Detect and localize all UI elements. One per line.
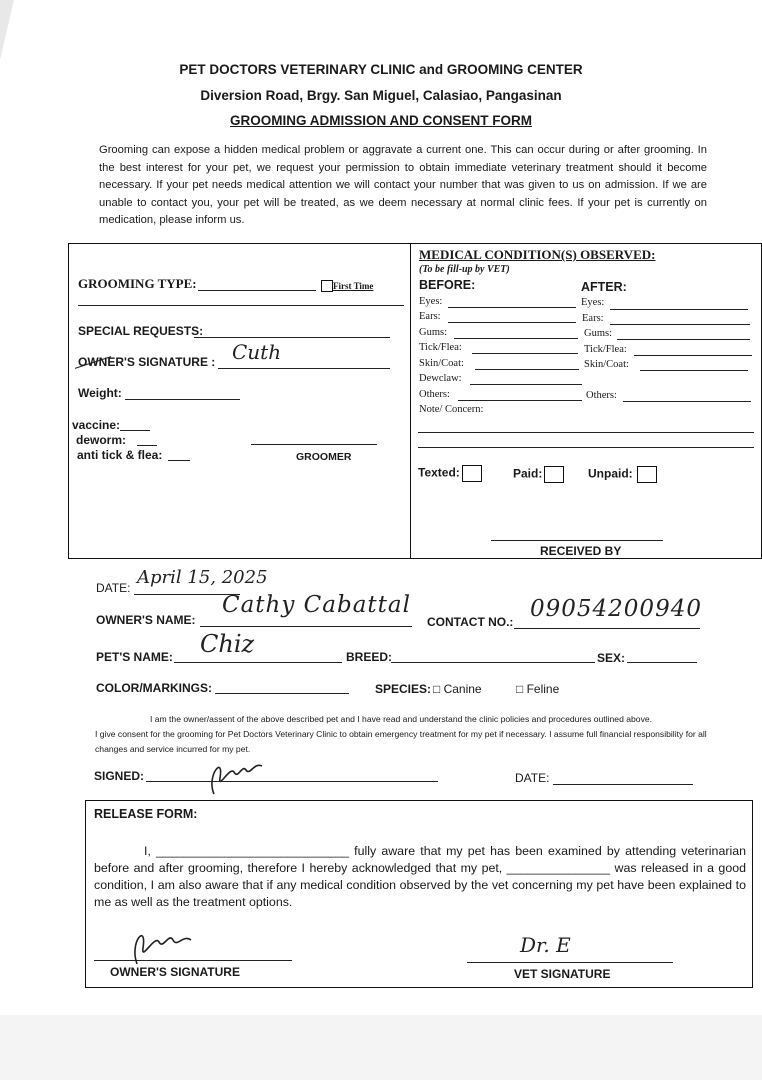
note-concern-label: Note/ Concern:: [419, 404, 484, 415]
species-label: SPECIES:: [375, 682, 432, 696]
after-others-label: Others:: [586, 390, 617, 401]
before-gums-label: Gums:: [419, 327, 448, 338]
after-others-field[interactable]: [623, 401, 751, 402]
before-dewclaw-label: Dewclaw:: [419, 373, 462, 384]
unpaid-checkbox[interactable]: [637, 466, 657, 483]
signed-label: SIGNED:: [94, 769, 145, 783]
note-line-2[interactable]: [418, 447, 754, 448]
received-by-label: RECEIVED BY: [540, 544, 622, 558]
pet-name-handwritten: Chiz: [200, 630, 255, 658]
before-ears-field[interactable]: [448, 322, 576, 323]
consent-line-1: I am the owner/assent of the above described pet and I have read and understand the clinic policies and procedures outlined above.: [149, 714, 653, 724]
owner-signature-drawing: [125, 918, 197, 968]
before-gums-field[interactable]: [454, 338, 578, 339]
note-line-1[interactable]: [418, 432, 754, 433]
vet-signature-handwritten: Dr. E: [520, 933, 571, 957]
deworm-label: deworm:: [76, 433, 127, 447]
scan-bottom-margin: [0, 1015, 762, 1080]
grooming-type-field[interactable]: [198, 290, 316, 291]
after-heading: AFTER:: [581, 280, 627, 294]
clinic-address: Diversion Road, Brgy. San Miguel, Calasiao, Pangasinan: [200, 88, 562, 103]
deworm-field[interactable]: [137, 445, 157, 446]
breed-field[interactable]: [391, 662, 595, 663]
pet-name-label: PET'S NAME:: [96, 650, 173, 664]
paid-checkbox[interactable]: [544, 466, 564, 483]
after-eyes-label: Eyes:: [581, 297, 605, 308]
after-eyes-field[interactable]: [610, 309, 748, 310]
grooming-type-line-2[interactable]: [78, 305, 404, 306]
signed-signature-drawing: [200, 746, 270, 798]
signed-field[interactable]: [146, 781, 438, 782]
date-handwritten: April 15, 2025: [137, 567, 268, 588]
groomer-signature-line[interactable]: [251, 444, 377, 445]
special-requests-label: SPECIAL REQUESTS:: [78, 324, 204, 338]
release-title: RELEASE FORM:: [94, 807, 198, 821]
consent-line-2: I give consent for the grooming for Pet Doctors Veterinary Clinic to obtain emergency treatment for my pet if necessary. I assume full financial responsibility for all changes and service incurred for my pet.: [95, 729, 707, 754]
intro-paragraph: Grooming can expose a hidden medical problem or aggravate a current one. This can occur during or after grooming. In the best interest for your pet, we request your permission to obtain immediate veterinary treatment should it become necessary. If your pet needs medical attention we will contact your number that was given to us on admission. If we are unable to contact you, your pet will be treated, as we deem necessary at normal clinic fees. If your pet is currently on medication, please inform us.: [99, 144, 707, 226]
after-gums-field[interactable]: [617, 339, 750, 340]
release-body: I, ____________________________ fully aware that my pet has been examined by attending veterinarian before and after grooming, therefore I hereby acknowledged that my pet, _______________ was released in a good condition, I am also aware that if any medical condition observed by the vet concerning my pet have been explained to me as well as the treatment options.: [94, 844, 746, 909]
texted-label: [418, 465, 482, 482]
color-markings-field[interactable]: [215, 693, 349, 694]
texted-checkbox[interactable]: [462, 465, 482, 482]
texted-text: Texted:: [418, 465, 460, 480]
before-skincoat-label: Skin/Coat:: [419, 358, 464, 369]
anti-tick-label: anti tick & flea:: [77, 448, 163, 462]
before-ears-label: Ears:: [419, 311, 441, 322]
before-skincoat-field[interactable]: [475, 369, 579, 370]
after-skincoat-field[interactable]: [640, 370, 748, 371]
weight-label: Weight:: [78, 386, 122, 400]
before-eyes-label: Eyes:: [419, 296, 443, 307]
medical-condition-title: MEDICAL CONDITION(S) OBSERVED:: [419, 247, 656, 262]
date-label: DATE:: [96, 581, 131, 595]
canine-option[interactable]: □ Canine: [433, 682, 482, 696]
first-time-checkbox[interactable]: [321, 280, 333, 292]
form-title: GROOMING ADMISSION AND CONSENT FORM: [230, 113, 532, 128]
vet-sig-line[interactable]: [467, 962, 673, 963]
owner-name-field[interactable]: [200, 626, 412, 627]
before-dewclaw-field[interactable]: [470, 384, 582, 385]
breed-label: BREED:: [346, 650, 393, 664]
contact-handwritten: 09054200940: [530, 596, 702, 622]
owner-signature-label: OWNER'S SIGNATURE :: [78, 355, 216, 369]
before-others-field[interactable]: [458, 400, 582, 401]
medical-condition-subtitle: (To be fill-up by VET): [419, 264, 510, 275]
weight-field[interactable]: [125, 399, 240, 400]
grooming-type-label: GROOMING TYPE:: [78, 276, 197, 291]
vaccine-field[interactable]: [120, 430, 150, 431]
color-markings-label: COLOR/MARKINGS:: [96, 681, 212, 695]
vaccine-label: vaccine:: [72, 418, 121, 432]
special-requests-field[interactable]: [194, 337, 390, 338]
vet-signature-label: VET SIGNATURE: [514, 967, 611, 981]
paid-text: Paid:: [513, 466, 543, 481]
box-divider: [410, 243, 411, 559]
paid-label: [513, 466, 564, 483]
clinic-name: PET DOCTORS VETERINARY CLINIC and GROOMING CENTER: [179, 62, 583, 77]
sex-field[interactable]: [627, 662, 697, 663]
contact-field[interactable]: [514, 628, 700, 629]
before-others-label: Others:: [419, 389, 450, 400]
owner-signature-handwritten: Cuth: [232, 340, 282, 364]
before-tickflea-label: Tick/Flea:: [419, 342, 462, 353]
owner-signature-field[interactable]: [218, 368, 390, 369]
unpaid-text: Unpaid:: [588, 466, 633, 481]
page-fold-corner: [0, 0, 14, 60]
owner-signature-release-label: OWNER'S SIGNATURE: [110, 965, 240, 979]
groomer-label: GROOMER: [296, 451, 352, 463]
after-ears-field[interactable]: [610, 324, 750, 325]
after-ears-label: Ears:: [582, 313, 604, 324]
first-time-label: First Time: [333, 281, 374, 291]
owner-name-label: OWNER'S NAME:: [96, 613, 196, 627]
contact-label: CONTACT NO.:: [427, 615, 514, 629]
feline-option[interactable]: □ Feline: [516, 682, 560, 696]
after-skincoat-label: Skin/Coat:: [584, 359, 629, 370]
before-heading: BEFORE:: [419, 278, 476, 292]
pet-name-field[interactable]: [174, 662, 342, 663]
after-tickflea-label: Tick/Flea:: [584, 344, 627, 355]
after-gums-label: Gums:: [584, 328, 613, 339]
before-eyes-field[interactable]: [448, 307, 576, 308]
sex-label: SEX:: [597, 651, 626, 665]
after-tickflea-field[interactable]: [634, 355, 752, 356]
received-by-line[interactable]: [491, 540, 663, 541]
unpaid-label: [588, 466, 657, 483]
anti-tick-field[interactable]: [168, 460, 190, 461]
signed-date-field[interactable]: [553, 784, 693, 785]
before-tickflea-field[interactable]: [472, 353, 578, 354]
owner-name-handwritten: Cathy Cabattal: [222, 592, 411, 618]
signed-date-label: DATE:: [515, 771, 550, 785]
